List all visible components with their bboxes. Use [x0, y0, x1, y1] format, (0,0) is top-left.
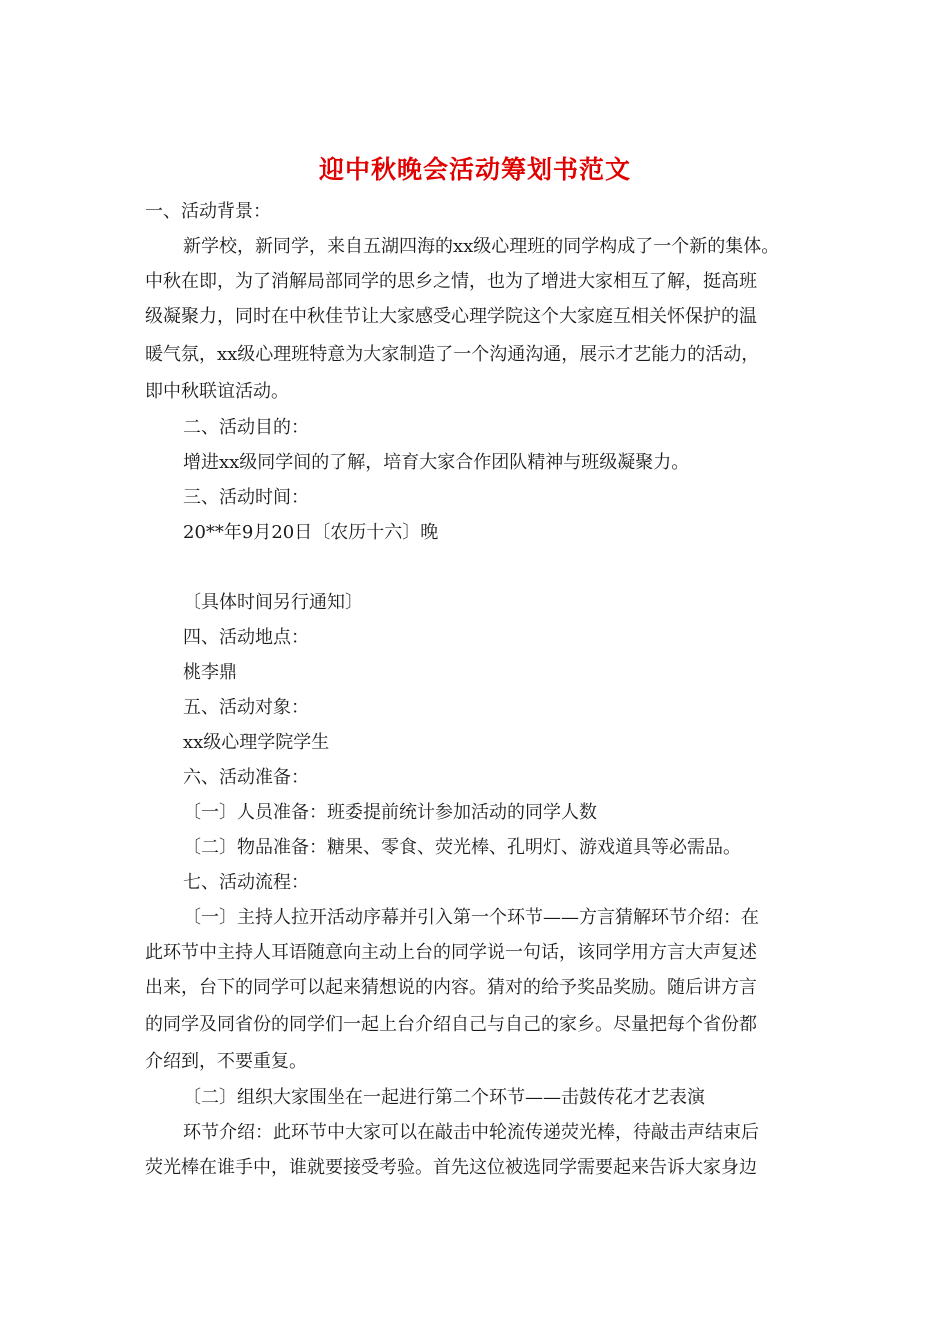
- time-note: 〔具体时间另行通知〕: [183, 592, 363, 613]
- paragraph-line: 级凝聚力，同时在中秋佳节让大家感受心理学院这个大家庭互相关怀保护的温: [145, 306, 757, 327]
- paragraph-line: 即中秋联谊活动。: [145, 381, 289, 402]
- paragraph-line: 增进xx级同学间的了解，培育大家合作团队精神与班级凝聚力。: [183, 452, 690, 473]
- section-heading-background: 一、活动背景：: [145, 201, 271, 222]
- activity-location: 桃李鼎: [183, 662, 237, 683]
- paragraph-line: 中秋在即，为了消解局部同学的思乡之情，也为了增进大家相互了解，挺高班: [145, 271, 757, 292]
- section-heading-location: 四、活动地点：: [183, 627, 309, 648]
- section-heading-audience: 五、活动对象：: [183, 697, 309, 718]
- paragraph-line: 暖气氛，xx级心理班特意为大家制造了一个沟通沟通，展示才艺能力的活动，: [145, 344, 760, 365]
- paragraph-line: 环节介绍：此环节中大家可以在敲击中轮流传递荧光棒，待敲击声结束后: [183, 1122, 759, 1143]
- paragraph-line: 出来，台下的同学可以起来猜想说的内容。猜对的给予奖品奖励。随后讲方言: [145, 977, 757, 998]
- paragraph-line: 介绍到，不要重复。: [145, 1051, 307, 1072]
- activity-date: 20**年9月20日〔农历十六〕晚: [183, 522, 439, 543]
- section-heading-time: 三、活动时间：: [183, 487, 309, 508]
- activity-audience: xx级心理学院学生: [183, 732, 330, 753]
- document-title: 迎中秋晚会活动筹划书范文: [318, 155, 631, 184]
- paragraph-line: 〔二〕组织大家围坐在一起进行第二个环节——击鼓传花才艺表演: [183, 1087, 705, 1108]
- paragraph-line: 〔二〕物品准备：糖果、零食、荧光棒、孔明灯、游戏道具等必需品。: [183, 837, 741, 858]
- paragraph-line: 的同学及同省份的同学们一起上台介绍自己与自己的家乡。尽量把每个省份都: [145, 1014, 757, 1035]
- paragraph-line: 荧光棒在谁手中，谁就要接受考验。首先这位被选同学需要起来告诉大家身边: [145, 1157, 757, 1178]
- section-heading-preparation: 六、活动准备：: [183, 767, 309, 788]
- paragraph-line: 新学校，新同学，来自五湖四海的xx级心理班的同学构成了一个新的集体。: [183, 236, 780, 257]
- paragraph-line: 此环节中主持人耳语随意向主动上台的同学说一句话，该同学用方言大声复述: [145, 942, 757, 963]
- paragraph-line: 〔一〕主持人拉开活动序幕并引入第一个环节——方言猜解环节介绍：在: [183, 907, 759, 928]
- paragraph-line: 〔一〕人员准备：班委提前统计参加活动的同学人数: [183, 802, 597, 823]
- section-heading-purpose: 二、活动目的：: [183, 417, 309, 438]
- section-heading-process: 七、活动流程：: [183, 872, 309, 893]
